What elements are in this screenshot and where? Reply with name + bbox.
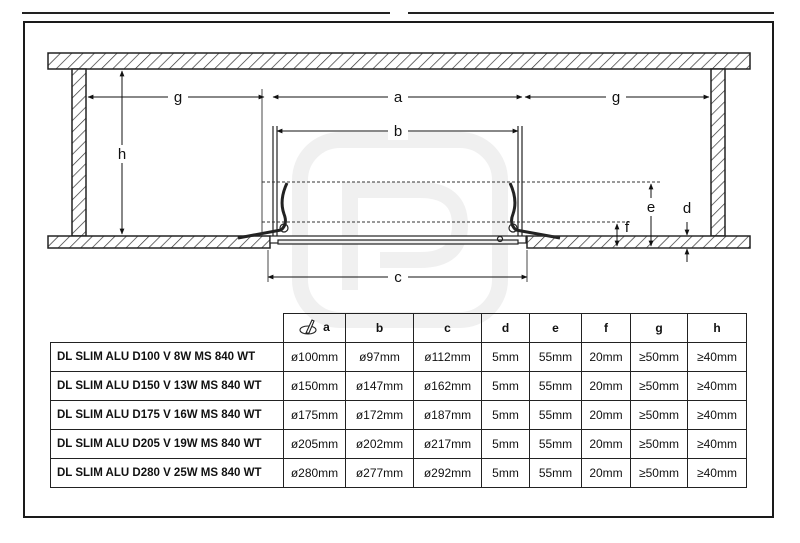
header-a bbox=[284, 314, 346, 343]
cell-e: 55mm bbox=[530, 343, 582, 372]
model-name: DL SLIM ALU D100 V 8W MS 840 WT bbox=[51, 343, 284, 372]
table-row bbox=[51, 343, 747, 372]
cell-a: ø175mm bbox=[284, 401, 346, 430]
ceiling-panel-right bbox=[527, 236, 750, 248]
cell-d: 5mm bbox=[482, 430, 530, 459]
cell-a: ø150mm bbox=[284, 372, 346, 401]
cell-a: ø280mm bbox=[284, 459, 346, 488]
cell-d: 5mm bbox=[482, 372, 530, 401]
cell-a: ø205mm bbox=[284, 430, 346, 459]
label-a: a bbox=[393, 89, 403, 106]
cell-h: ≥40mm bbox=[688, 430, 747, 459]
header-c: c bbox=[414, 314, 482, 343]
cell-h: ≥40mm bbox=[688, 401, 747, 430]
table-row bbox=[51, 401, 747, 430]
model-name: DL SLIM ALU D205 V 19W MS 840 WT bbox=[51, 430, 284, 459]
label-d: d bbox=[682, 200, 692, 217]
cell-g: ≥50mm bbox=[631, 430, 688, 459]
cell-h: ≥40mm bbox=[688, 372, 747, 401]
header-g: g bbox=[631, 314, 688, 343]
table-row bbox=[51, 430, 747, 459]
model-name: DL SLIM ALU D150 V 13W MS 840 WT bbox=[51, 372, 284, 401]
cut-out-tool-icon bbox=[299, 318, 319, 336]
dimension-table bbox=[50, 313, 747, 488]
model-name: DL SLIM ALU D280 V 25W MS 840 WT bbox=[51, 459, 284, 488]
cell-d: 5mm bbox=[482, 343, 530, 372]
left-wall bbox=[72, 69, 86, 236]
cell-b: ø172mm bbox=[346, 401, 414, 430]
cell-d: 5mm bbox=[482, 459, 530, 488]
cell-e: 55mm bbox=[530, 372, 582, 401]
cell-g: ≥50mm bbox=[631, 401, 688, 430]
cell-a: ø100mm bbox=[284, 343, 346, 372]
cell-e: 55mm bbox=[530, 430, 582, 459]
label-g-right: g bbox=[611, 89, 621, 106]
cell-b: ø97mm bbox=[346, 343, 414, 372]
label-c: c bbox=[394, 269, 402, 286]
cell-c: ø162mm bbox=[414, 372, 482, 401]
cell-c: ø187mm bbox=[414, 401, 482, 430]
header-a-label: a bbox=[323, 319, 330, 334]
label-g-left: g bbox=[173, 89, 183, 106]
cell-h: ≥40mm bbox=[688, 459, 747, 488]
cell-f: 20mm bbox=[582, 372, 631, 401]
right-wall bbox=[711, 69, 725, 236]
ceiling-panel-left bbox=[48, 236, 270, 248]
cell-c: ø292mm bbox=[414, 459, 482, 488]
table-header-row bbox=[51, 314, 747, 343]
cell-c: ø217mm bbox=[414, 430, 482, 459]
cell-g: ≥50mm bbox=[631, 372, 688, 401]
cell-c: ø112mm bbox=[414, 343, 482, 372]
cell-g: ≥50mm bbox=[631, 459, 688, 488]
header-f: f bbox=[582, 314, 631, 343]
table-row bbox=[51, 459, 747, 488]
cell-f: 20mm bbox=[582, 343, 631, 372]
cell-f: 20mm bbox=[582, 459, 631, 488]
cell-g: ≥50mm bbox=[631, 343, 688, 372]
model-name: DL SLIM ALU D175 V 16W MS 840 WT bbox=[51, 401, 284, 430]
header-blank bbox=[51, 314, 284, 343]
label-b: b bbox=[393, 123, 403, 140]
header-h: h bbox=[688, 314, 747, 343]
label-h: h bbox=[117, 146, 127, 163]
header-e: e bbox=[530, 314, 582, 343]
watermark-logo bbox=[300, 140, 500, 320]
cell-f: 20mm bbox=[582, 430, 631, 459]
cell-f: 20mm bbox=[582, 401, 631, 430]
cell-e: 55mm bbox=[530, 459, 582, 488]
cell-h: ≥40mm bbox=[688, 343, 747, 372]
cell-d: 5mm bbox=[482, 401, 530, 430]
label-f: f bbox=[624, 219, 630, 236]
ceiling-slab bbox=[48, 53, 750, 69]
header-d: d bbox=[482, 314, 530, 343]
cell-b: ø147mm bbox=[346, 372, 414, 401]
cell-e: 55mm bbox=[530, 401, 582, 430]
table-row bbox=[51, 372, 747, 401]
cell-b: ø277mm bbox=[346, 459, 414, 488]
cell-b: ø202mm bbox=[346, 430, 414, 459]
header-b: b bbox=[346, 314, 414, 343]
label-e: e bbox=[646, 199, 656, 216]
